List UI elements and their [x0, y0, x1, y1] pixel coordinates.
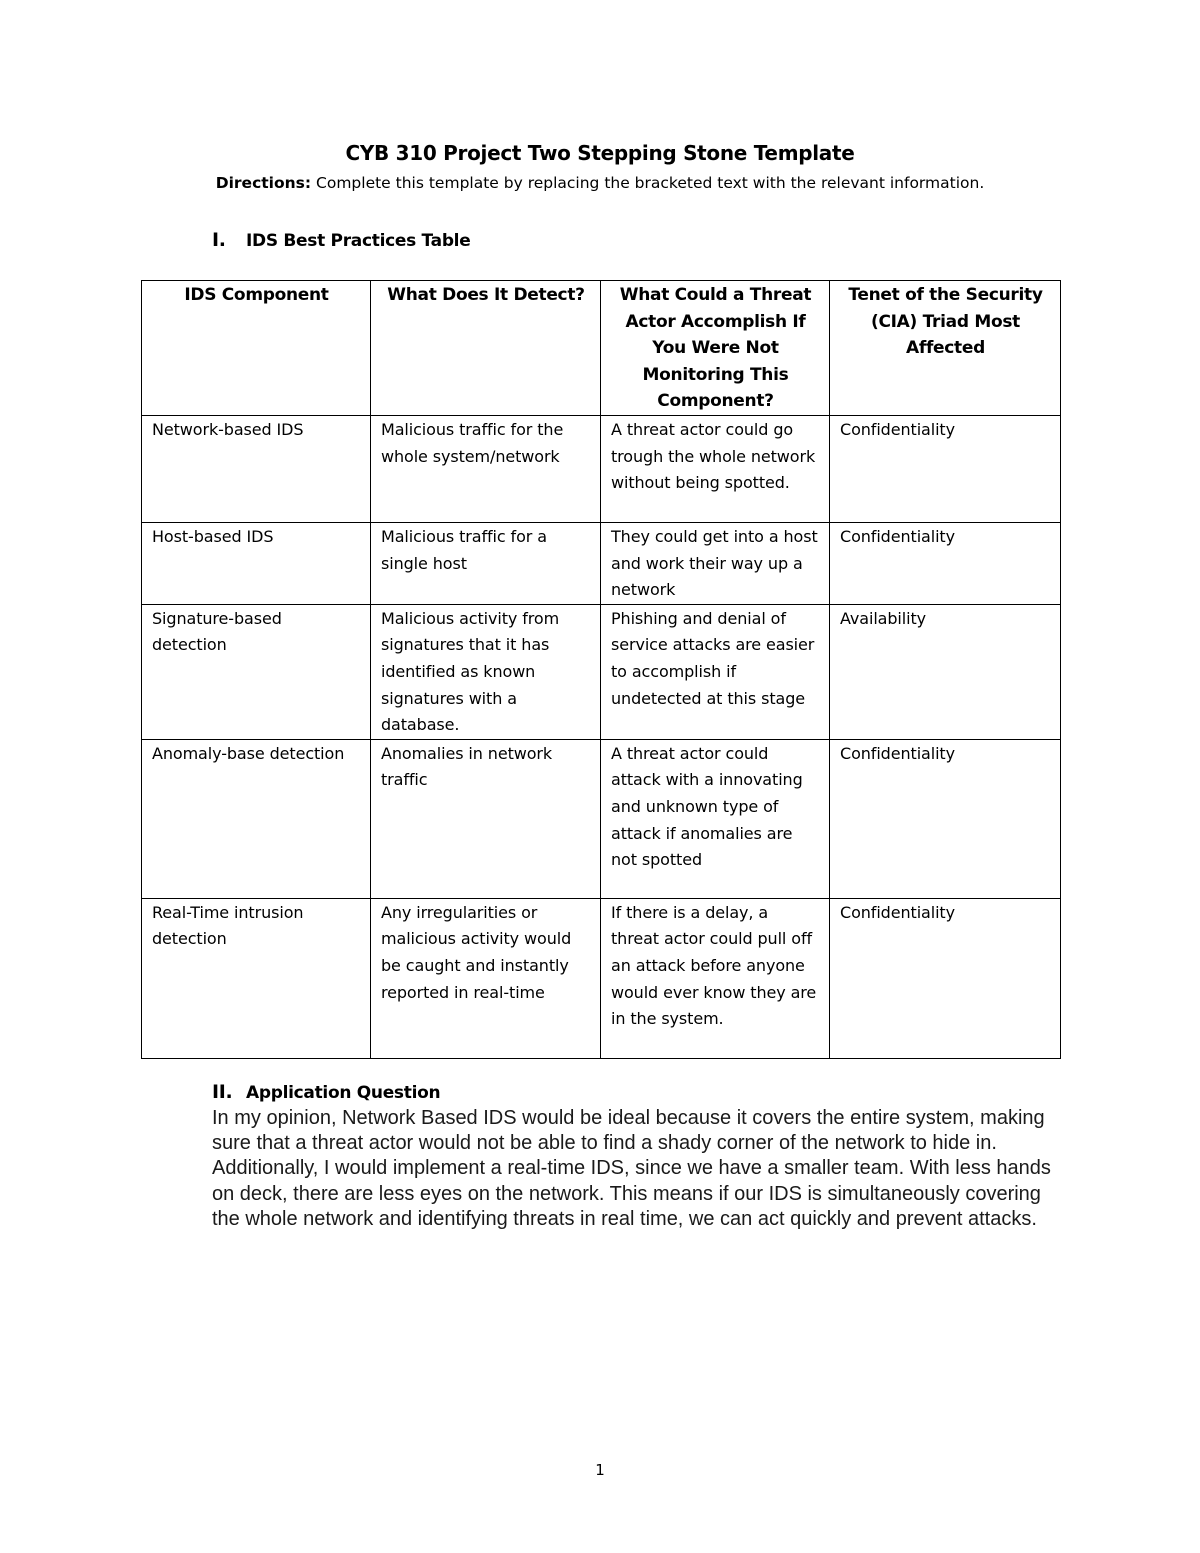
cell-threat: They could get into a host and work their way up a network	[601, 522, 830, 604]
directions-text: Complete this template by replacing the bracketed text with the relevant information.	[311, 174, 985, 192]
cell-detects: Anomalies in network traffic	[371, 739, 601, 898]
cell-detects: Malicious activity from signatures that it has identified as known signatures with a database.	[371, 604, 601, 739]
header-ids-component: IDS Component	[142, 281, 371, 416]
directions	[0, 174, 1200, 192]
table-row	[142, 415, 1061, 522]
cell-component: Host-based IDS	[142, 522, 371, 604]
cell-tenet: Confidentiality	[830, 522, 1061, 604]
section-1-heading	[212, 229, 470, 251]
cell-component: Signature-based detection	[142, 604, 371, 739]
cell-threat: Phishing and denial of service attacks are easier to accomplish if undetected at this stage	[601, 604, 830, 739]
header-what-detect: What Does It Detect?	[371, 281, 601, 416]
cell-detects: Malicious traffic for the whole system/network	[371, 415, 601, 522]
section-2-number: II.	[212, 1081, 233, 1103]
cell-detects: Malicious traffic for a single host	[371, 522, 601, 604]
ids-best-practices-table	[141, 280, 1061, 1059]
document-title: CYB 310 Project Two Stepping Stone Template	[345, 141, 855, 165]
cell-threat: If there is a delay, a threat actor could pull off an attack before anyone would ever know they are in the system.	[601, 898, 830, 1058]
cell-tenet: Confidentiality	[830, 415, 1061, 522]
header-cia-tenet: Tenet of the Security (CIA) Triad Most Affected	[830, 281, 1061, 416]
header-threat-actor: What Could a Threat Actor Accomplish If You Were Not Monitoring This Component?	[601, 281, 830, 416]
section-2-heading	[212, 1081, 440, 1103]
table-row	[142, 739, 1061, 898]
page-number: 1	[595, 1461, 605, 1479]
directions-label: Directions:	[215, 174, 312, 192]
cell-tenet: Confidentiality	[830, 739, 1061, 898]
section-1-title: IDS Best Practices Table	[246, 231, 471, 251]
application-answer: In my opinion, Network Based IDS would be ideal because it covers the entire system, making sure that a threat actor would not be able to find a shady corner of the network to hide in. Additionally, I would implement a real-time IDS, since we have a smaller team. With less hands on deck, there are less eyes on the network. This means if our IDS is simultaneously covering the whole network and identifying threats in real time, we can act quickly and prevent attacks.	[212, 1107, 1051, 1230]
table-row	[142, 522, 1061, 604]
cell-component: Real-Time intrusion detection	[142, 898, 371, 1058]
cell-threat: A threat actor could attack with a innovating and unknown type of attack if anomalies are not spotted	[601, 739, 830, 898]
cell-threat: A threat actor could go trough the whole network without being spotted.	[601, 415, 830, 522]
table-header-row	[142, 281, 1061, 416]
section-2-title: Application Question	[246, 1083, 441, 1103]
cell-tenet: Confidentiality	[830, 898, 1061, 1058]
cell-component: Anomaly-base detection	[142, 739, 371, 898]
cell-tenet: Availability	[830, 604, 1061, 739]
section-1-number: I.	[212, 229, 226, 251]
cell-component: Network-based IDS	[142, 415, 371, 522]
table-row	[142, 604, 1061, 739]
table-row	[142, 898, 1061, 1058]
cell-detects: Any irregularities or malicious activity would be caught and instantly reported in real-time	[371, 898, 601, 1058]
